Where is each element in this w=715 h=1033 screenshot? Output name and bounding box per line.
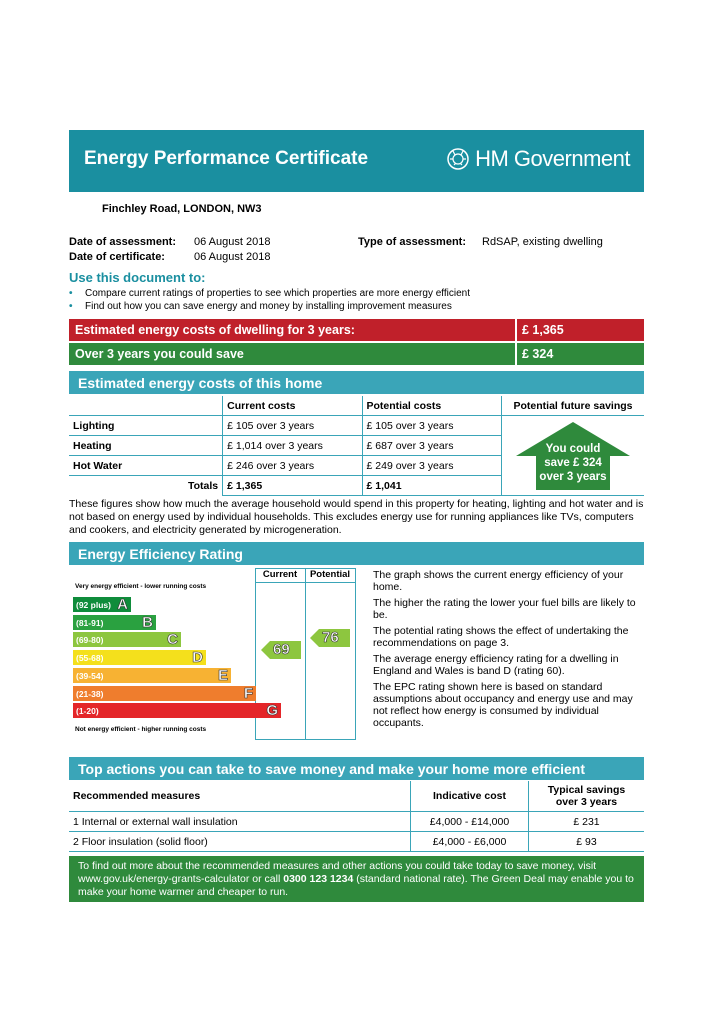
band-range: (92 plus) <box>76 600 111 610</box>
efficient-label: Very energy efficient - lower running costs <box>75 583 207 590</box>
assessment-type-label: Type of assessment: <box>358 236 467 248</box>
arrow-text-3: over 3 years <box>539 471 607 483</box>
section-title: Top actions you can take to save money and make your home more efficient <box>78 761 585 777</box>
date-certificate-label: Date of certificate: <box>69 251 165 263</box>
rating-text-para: The graph shows the current energy efficiency of your home. <box>373 569 624 593</box>
band-letter: C <box>167 631 178 649</box>
hm-government-logo <box>446 146 630 172</box>
assessment-type-value: RdSAP, existing dwelling <box>482 236 603 248</box>
measure-saving: £ 93 <box>529 832 645 852</box>
row-current: £ 1,014 over 3 years <box>223 436 362 456</box>
certificate-header <box>69 130 644 192</box>
footer-text-b: (standard national rate). The Green Deal may enable you to make your home warmer and cheaper to run. <box>78 873 634 898</box>
measure-saving: £ 231 <box>529 812 645 832</box>
rating-bands <box>69 0 70 1</box>
actions-section-header <box>69 757 644 780</box>
measure-name: 2 Floor insulation (solid floor) <box>69 832 411 852</box>
savings-arrow-cell <box>502 416 645 496</box>
row-name: Lighting <box>69 416 223 436</box>
date-certificate-value: 06 August 2018 <box>194 251 271 263</box>
potential-rating-marker <box>310 629 350 652</box>
rating-section-header <box>69 542 644 565</box>
rating-band-a <box>73 597 131 612</box>
header-cost: Indicative cost <box>411 781 529 812</box>
rating-band-d <box>73 650 206 665</box>
row-potential: £ 105 over 3 years <box>362 416 501 436</box>
row-current: £ 105 over 3 years <box>223 416 362 436</box>
save-value: £ 324 <box>522 347 554 361</box>
property-address: Finchley Road, LONDON, NW3 <box>102 203 262 215</box>
save-bar <box>69 343 644 365</box>
band-letter: B <box>142 613 153 631</box>
list-item: • Compare current ratings of properties to see which properties are more energy efficient <box>69 287 470 300</box>
band-range: (39-54) <box>76 670 104 681</box>
energy-costs-table <box>69 396 644 496</box>
table-row <box>69 812 644 832</box>
inefficient-label: Not energy efficient - higher running costs <box>75 726 207 733</box>
measure-cost: £4,000 - £14,000 <box>411 812 529 832</box>
rating-explanation <box>373 569 643 733</box>
arrow-text-2: save £ 324 <box>544 457 602 469</box>
rating-text-para: The EPC rating shown here is based on standard assumptions about occupancy and energy use and may not reflect how energy is consumed by individual occupants. <box>373 681 633 729</box>
bar-divider <box>515 343 517 365</box>
costs-section-header <box>69 371 644 394</box>
estimated-cost-bar <box>69 319 644 341</box>
row-current: £ 246 over 3 years <box>223 456 362 476</box>
potential-rating-value: 76 <box>322 629 339 646</box>
band-letter: F <box>243 684 253 702</box>
totals-label: Totals <box>188 479 219 492</box>
band-letter: D <box>192 649 203 667</box>
footer-text-a: To find out more about the recommended measures and other actions you could take today to save money, visit www.gov.uk/energy-grants-calculator or call <box>78 860 597 885</box>
band-letter: G <box>266 702 278 720</box>
band-range: (21-38) <box>76 688 104 699</box>
potential-column <box>305 568 356 740</box>
row-name: Heating <box>69 436 223 456</box>
footer-info <box>69 856 644 902</box>
row-name: Hot Water <box>69 456 223 476</box>
rating-text-para: The potential rating shows the effect of undertaking the recommendations on page 3. <box>373 625 629 649</box>
rating-band-g <box>73 703 281 718</box>
table-header-row <box>69 396 644 416</box>
current-rating-marker <box>261 641 301 664</box>
band-range: (81-91) <box>76 617 104 628</box>
costs-note: These figures show how much the average household would spend in this property for heating, lighting and hot water and is not based on energy used by individual households. This excludes energy use for running appliances like TVs, computers and cookers, and electricity generated by microgeneration. <box>69 498 644 536</box>
section-title: Energy Efficiency Rating <box>78 546 243 562</box>
page-title: Energy Performance Certificate <box>84 148 369 169</box>
band-range: (1-20) <box>76 706 99 717</box>
rating-text-para: The average energy efficiency rating for a dwelling in England and Wales is band D (rating 60). <box>373 653 619 677</box>
table-row <box>69 416 644 436</box>
section-title: Estimated energy costs of this home <box>78 375 323 391</box>
header-measures: Recommended measures <box>69 781 411 812</box>
header-potential: Potential costs <box>362 396 501 416</box>
gov-name: HM Government <box>475 146 630 171</box>
header-future: Potential future savings <box>502 396 645 416</box>
band-letter: E <box>217 666 228 684</box>
rating-text-para: The higher the rating the lower your fuel bills are likely to be. <box>373 597 636 621</box>
totals-potential: £ 1,041 <box>362 476 501 496</box>
header-current: Current costs <box>223 396 362 416</box>
table-header-row <box>69 781 644 812</box>
date-assessment-value: 06 August 2018 <box>194 236 271 248</box>
measures-table <box>69 781 644 852</box>
rating-band-b <box>73 615 156 630</box>
use-document-title: Use this document to: <box>69 270 206 285</box>
current-rating-value: 69 <box>273 641 290 658</box>
measure-name: 1 Internal or external wall insulation <box>69 812 411 832</box>
save-label: Over 3 years you could save <box>75 347 244 361</box>
rating-band-c <box>73 632 181 647</box>
rating-band-e <box>73 668 231 683</box>
col-potential-label: Potential <box>309 569 351 580</box>
crest-icon <box>446 147 470 171</box>
measure-cost: £4,000 - £6,000 <box>411 832 529 852</box>
date-assessment-label: Date of assessment: <box>69 236 176 248</box>
col-current-label: Current <box>262 569 298 580</box>
row-potential: £ 249 over 3 years <box>362 456 501 476</box>
band-range: (55-68) <box>76 653 104 664</box>
row-potential: £ 687 over 3 years <box>362 436 501 456</box>
rating-column-header <box>255 568 355 583</box>
table-row <box>69 832 644 852</box>
band-letter: A <box>117 596 128 613</box>
list-item: • Find out how you can save energy and money by installing improvement measures <box>69 300 470 313</box>
arrow-text-1: You could <box>545 443 601 455</box>
header-savings: Typical savings over 3 years <box>529 781 645 812</box>
estimated-cost-label: Estimated energy costs of dwelling for 3 years: <box>75 323 355 337</box>
header-cell <box>69 396 223 416</box>
bar-divider <box>515 319 517 341</box>
band-range: (69-80) <box>76 635 104 646</box>
footer-phone: 0300 123 1234 <box>283 873 354 885</box>
estimated-cost-value: £ 1,365 <box>522 323 564 337</box>
totals-current: £ 1,365 <box>223 476 362 496</box>
rating-band-f <box>73 686 256 701</box>
use-document-list <box>69 287 470 313</box>
